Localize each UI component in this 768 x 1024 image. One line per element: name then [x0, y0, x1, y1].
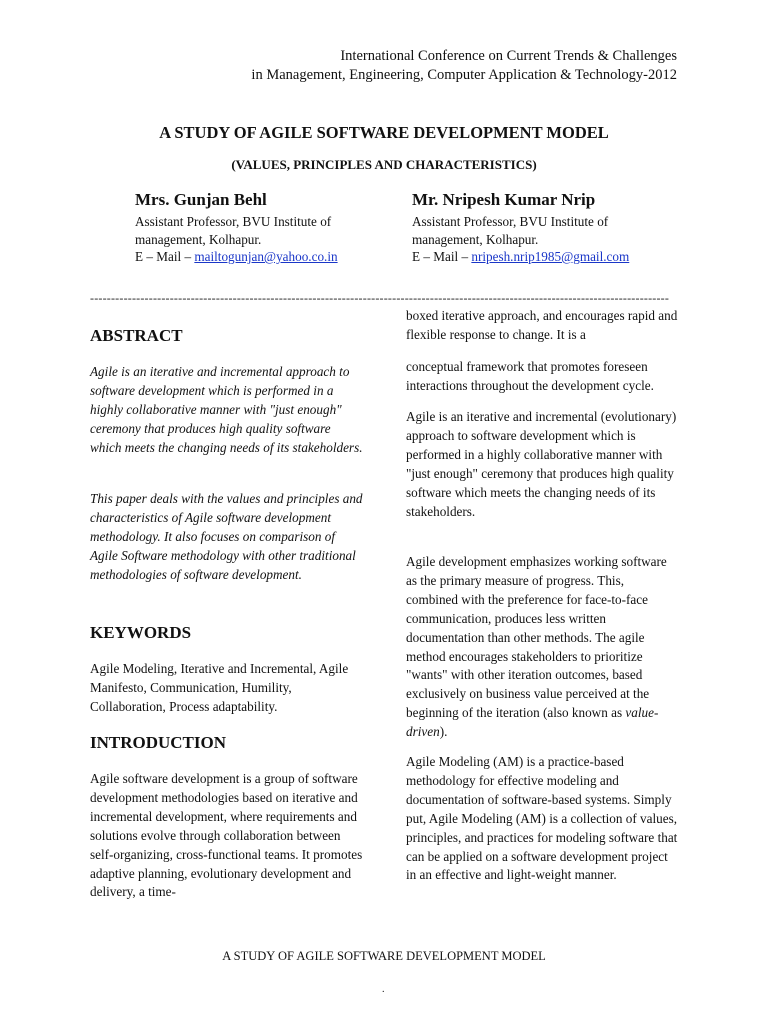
author-email-line [412, 248, 682, 266]
body-paragraph [406, 553, 678, 742]
conference-line-2: in Management, Engineering, Computer Application & Technology-2012 [251, 67, 677, 83]
author-affiliation: Assistant Professor, BVU Institute of [412, 214, 609, 229]
introduction-heading-wrap [90, 733, 365, 753]
paragraph-text: Agile development emphasizes working software as the primary measure of progress. This, combined with the preference for face-to-face communication, produces less written documentation than other methods. The agile method encourages stakeholders to prioritize "wants" with other iteration outcomes, based exclusively on business value perceived at the beginning of the iteration (also known as [406, 554, 667, 721]
email-prefix: E – Mail – [135, 249, 195, 264]
author-block-2 [412, 189, 682, 266]
author-name: Mrs. Gunjan Behl [135, 190, 267, 209]
body-paragraph: Agile Modeling (AM) is a practice-based methodology for effective modeling and documentation of software-based systems. Simply put, Agile Modeling (AM) is a collection of values, principles, and practices for modeling software that can be applied on a software development project in an effective and light-weight manner. [406, 754, 678, 883]
conference-line-1: International Conference on Current Trends & Challenges [340, 48, 677, 64]
right-paragraph-2-wrap [406, 358, 678, 396]
introduction-heading: INTRODUCTION [90, 733, 227, 752]
author-email-link[interactable]: mailtogunjan@yahoo.co.in [194, 249, 338, 264]
section-separator: ------------------------------------------------------------------------------------------------------------------------------------------ [90, 291, 670, 305]
author-email-link[interactable]: nripesh.nrip1985@gmail.com [471, 249, 630, 264]
keywords-heading: KEYWORDS [90, 623, 192, 642]
abstract-heading-wrap [90, 326, 365, 346]
paragraph-text: ). [439, 724, 448, 740]
author-email-line [135, 248, 385, 266]
body-paragraph: conceptual framework that promotes foreseen interactions throughout the development cycle. [406, 359, 654, 393]
introduction-paragraph-wrap [90, 770, 365, 902]
page-footer: A STUDY OF AGILE SOFTWARE DEVELOPMENT MODEL [222, 949, 546, 963]
emphasis-text: value-driven [406, 705, 659, 740]
abstract-heading: ABSTRACT [90, 326, 183, 345]
conference-header [251, 47, 677, 85]
abstract-paragraph-2-wrap [90, 490, 365, 585]
author-block-1 [135, 189, 385, 266]
right-paragraph-4-wrap [406, 553, 678, 742]
right-paragraph-1-wrap [406, 307, 678, 345]
keywords-text-wrap [90, 660, 365, 717]
paper-title: A STUDY OF AGILE SOFTWARE DEVELOPMENT MODEL [159, 123, 609, 142]
abstract-paragraph: Agile is an iterative and incremental approach to software development which is performed in a highly collaborative manner with "just enough" ceremony that produces high quality software which meets the changing needs of its stakeholders. [90, 364, 363, 455]
abstract-paragraph: This paper deals with the values and principles and characteristics of Agile software development methodology. It also focuses on comparison of Agile Software methodology with other traditional methodologies of software development. [90, 491, 363, 582]
page-mark: . [382, 984, 385, 995]
right-paragraph-3-wrap [406, 408, 678, 521]
abstract-paragraph-1-wrap [90, 363, 365, 458]
right-paragraph-5-wrap [406, 753, 678, 885]
body-paragraph: Agile is an iterative and incremental (evolutionary) approach to software development which is performed in a highly collaborative manner with "just enough" ceremony that produces high quality software which meets the changing needs of its stakeholders. [406, 409, 677, 519]
keywords-heading-wrap [90, 623, 365, 643]
email-prefix: E – Mail – [412, 249, 472, 264]
author-affiliation: management, Kolhapur. [412, 231, 539, 247]
author-affiliation: management, Kolhapur. [135, 231, 262, 247]
paper-subtitle: (VALUES, PRINCIPLES AND CHARACTERISTICS) [231, 157, 537, 172]
author-affiliation: Assistant Professor, BVU Institute of [135, 214, 332, 229]
keywords-text: Agile Modeling, Iterative and Incremental, Agile Manifesto, Communication, Humility, Collaboration, Process adaptability. [90, 661, 349, 714]
author-name: Mr. Nripesh Kumar Nrip [412, 190, 596, 209]
body-paragraph: boxed iterative approach, and encourages rapid and flexible response to change. It is a [406, 308, 678, 342]
introduction-paragraph: Agile software development is a group of software development methodologies based on iterative and incremental development, where requirements and solutions evolve through collaboration between self-organizing, cross-functional teams. It promotes adaptive planning, evolutionary development and delivery, a time- [90, 771, 363, 900]
